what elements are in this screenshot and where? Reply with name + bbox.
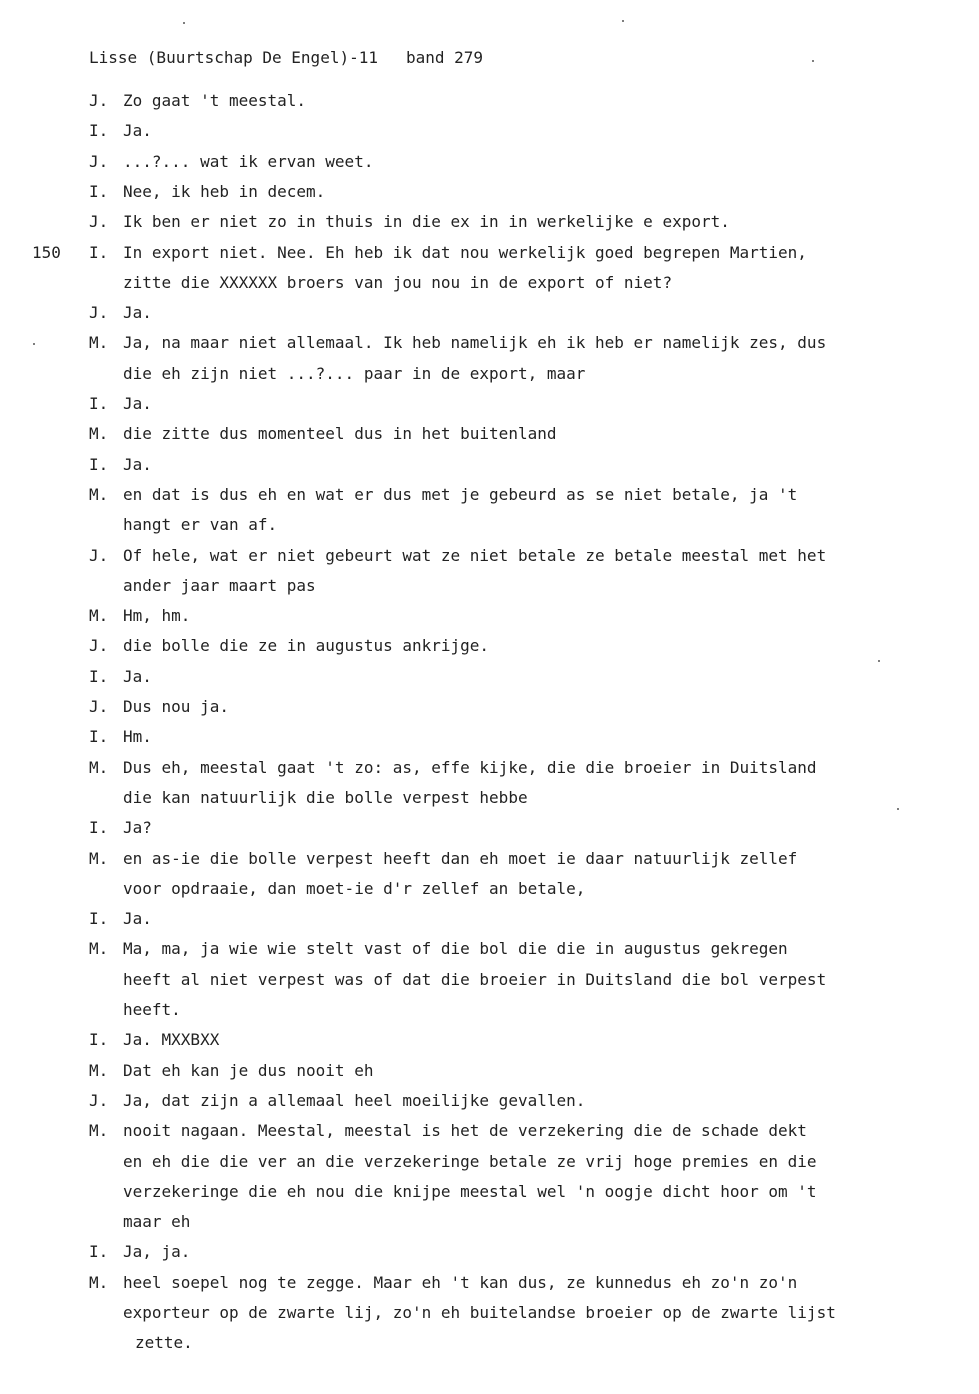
utterance-text: heel soepel nog te zegge. Maar eh 't kan dus, ze kunnedus eh zo'n zo'n <box>123 1273 798 1292</box>
header-place: Lisse (Buurtschap De Engel)-11 <box>89 48 378 67</box>
scan-speck <box>812 60 814 62</box>
speaker-label: J. <box>89 546 109 565</box>
utterance-text: die bolle die ze in augustus ankrijge. <box>123 636 490 655</box>
speaker-label: J. <box>89 1091 109 1110</box>
transcript-line <box>89 909 152 929</box>
transcript-continuation: die eh zijn niet ...?... paar in de export, maar <box>123 364 586 383</box>
speaker-label: J. <box>89 91 109 110</box>
speaker-label: M. <box>89 485 109 504</box>
transcript-continuation: die kan natuurlijk die bolle verpest hebbe <box>123 788 528 807</box>
utterance-text: In export niet. Nee. Eh heb ik dat nou werkelijk goed begrepen Martien, <box>123 243 807 262</box>
utterance-text: Nee, ik heb in decem. <box>123 182 326 201</box>
scan-speck <box>878 660 880 662</box>
speaker-label: I. <box>89 909 109 928</box>
speaker-label: J. <box>89 697 109 716</box>
utterance-text: Ja, dat zijn a allemaal heel moeilijke gevallen. <box>123 1091 586 1110</box>
transcript-continuation: maar eh <box>123 1212 191 1231</box>
utterance-text: Of hele, wat er niet gebeurt wat ze niet betale ze betale meestal met het <box>123 546 827 565</box>
transcript-continuation: zette. <box>135 1333 193 1352</box>
transcript-line <box>89 243 807 263</box>
utterance-text: Hm. <box>123 727 152 746</box>
utterance-text: Dus eh, meestal gaat 't zo: as, effe kijke, die die broeier in Duitsland <box>123 758 817 777</box>
line-number-margin: 150 <box>32 243 61 262</box>
transcript-line <box>89 758 817 778</box>
speaker-label: M. <box>89 1061 109 1080</box>
speaker-label: I. <box>89 1030 109 1049</box>
speaker-label: I. <box>89 455 109 474</box>
speaker-label: J. <box>89 636 109 655</box>
transcript-continuation: zitte die XXXXXX broers van jou nou in de export of niet? <box>123 273 673 292</box>
utterance-text: Ja. <box>123 394 152 413</box>
utterance-text: Ma, ma, ja wie wie stelt vast of die bol die die in augustus gekregen <box>123 939 788 958</box>
transcript-continuation: heeft al niet verpest was of dat die broeier in Duitsland die bol verpest <box>123 970 827 989</box>
speaker-label: I. <box>89 818 109 837</box>
transcript-line <box>89 546 826 566</box>
transcript-line <box>89 606 190 626</box>
utterance-text: Ja. <box>123 121 152 140</box>
speaker-label: M. <box>89 1273 109 1292</box>
speaker-label: M. <box>89 849 109 868</box>
speaker-label: I. <box>89 667 109 686</box>
transcript-continuation: hangt er van af. <box>123 515 278 534</box>
transcript-line <box>89 455 152 475</box>
speaker-label: J. <box>89 303 109 322</box>
utterance-text: ...?... wat ik ervan weet. <box>123 152 374 171</box>
transcript-line <box>89 91 306 111</box>
utterance-text: Ja. MXXBXX <box>123 1030 220 1049</box>
transcript-line <box>89 333 826 353</box>
speaker-label: J. <box>89 212 109 231</box>
utterance-text: Ja. <box>123 909 152 928</box>
speaker-label: M. <box>89 1121 109 1140</box>
transcript-line <box>89 697 229 717</box>
speaker-label: I. <box>89 1242 109 1261</box>
page-header <box>89 48 483 67</box>
scan-speck <box>33 343 35 345</box>
transcript-line <box>89 1121 807 1141</box>
scan-speck <box>897 808 899 810</box>
speaker-label: I. <box>89 243 109 262</box>
transcript-continuation: en eh die die ver an die verzekeringe betale ze vrij hoge premies en die <box>123 1152 817 1171</box>
transcript-line <box>89 939 788 959</box>
transcript-continuation: ander jaar maart pas <box>123 576 316 595</box>
transcript-line <box>89 121 152 141</box>
utterance-text: Ja, ja. <box>123 1242 191 1261</box>
transcript-line <box>89 1030 219 1050</box>
speaker-label: M. <box>89 424 109 443</box>
transcript-line <box>89 394 152 414</box>
scan-speck <box>183 22 185 24</box>
transcript-line <box>89 1091 585 1111</box>
speaker-label: I. <box>89 394 109 413</box>
speaker-label: M. <box>89 333 109 352</box>
utterance-text: en dat is dus eh en wat er dus met je gebeurd as se niet betale, ja 't <box>123 485 798 504</box>
transcript-line <box>89 849 797 869</box>
transcript-line <box>89 1242 190 1262</box>
utterance-text: Ja? <box>123 818 152 837</box>
transcript-line <box>89 818 152 838</box>
transcript-line <box>89 424 556 444</box>
transcript-line <box>89 303 152 323</box>
utterance-text: nooit nagaan. Meestal, meestal is het de verzekering die de schade dekt <box>123 1121 807 1140</box>
speaker-label: J. <box>89 152 109 171</box>
speaker-label: I. <box>89 182 109 201</box>
speaker-label: M. <box>89 939 109 958</box>
transcript-continuation: verzekeringe die eh nou die knijpe meestal wel 'n oogje dicht hoor om 't <box>123 1182 817 1201</box>
transcript-line <box>89 485 797 505</box>
utterance-text: Ja, na maar niet allemaal. Ik heb namelijk eh ik heb er namelijk zes, dus <box>123 333 827 352</box>
utterance-text: Ja. <box>123 303 152 322</box>
header-band: band 279 <box>405 48 484 67</box>
transcript-line <box>89 182 325 202</box>
utterance-text: Ja. <box>123 667 152 686</box>
utterance-text: Ja. <box>123 455 152 474</box>
utterance-text: Dus nou ja. <box>123 697 229 716</box>
speaker-label: M. <box>89 606 109 625</box>
utterance-text: Zo gaat 't meestal. <box>123 91 307 110</box>
transcript-continuation: exporteur op de zwarte lij, zo'n eh buitelandse broeier op de zwarte lijst <box>123 1303 836 1322</box>
speaker-label: M. <box>89 758 109 777</box>
utterance-text: Ik ben er niet zo in thuis in die ex in in werkelijke e export. <box>123 212 730 231</box>
scan-speck <box>622 20 624 22</box>
utterance-text: die zitte dus momenteel dus in het buitenland <box>123 424 557 443</box>
transcript-line <box>89 727 152 747</box>
transcript-continuation: voor opdraaie, dan moet-ie d'r zellef an betale, <box>123 879 586 898</box>
transcript-continuation: heeft. <box>123 1000 181 1019</box>
utterance-text: Hm, hm. <box>123 606 191 625</box>
transcript-line <box>89 1273 797 1293</box>
transcript-line <box>89 212 730 232</box>
utterance-text: en as-ie die bolle verpest heeft dan eh moet ie daar natuurlijk zellef <box>123 849 798 868</box>
transcript-line <box>89 152 373 172</box>
speaker-label: I. <box>89 121 109 140</box>
transcript-line <box>89 667 152 687</box>
transcript-line <box>89 1061 373 1081</box>
transcript-line <box>89 636 489 656</box>
utterance-text: Dat eh kan je dus nooit eh <box>123 1061 374 1080</box>
speaker-label: I. <box>89 727 109 746</box>
